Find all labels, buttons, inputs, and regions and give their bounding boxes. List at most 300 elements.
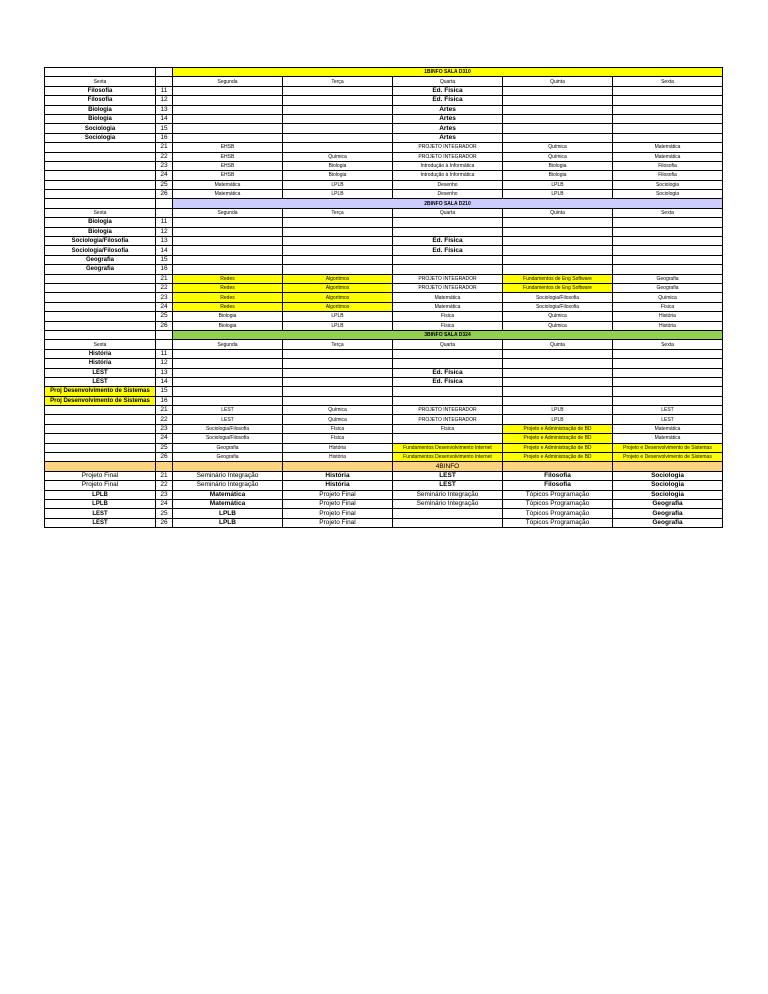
- blank-cell: [173, 227, 283, 236]
- left-header-sexta: Sexta: [45, 77, 156, 86]
- class-cell: Química: [503, 143, 613, 152]
- class-cell: Sociologia: [613, 471, 723, 480]
- period-number: 22: [156, 152, 173, 161]
- period-row: [45, 265, 723, 274]
- class-cell: Geografia: [613, 283, 723, 292]
- blank-cell: [283, 105, 393, 114]
- blank-cell: [45, 293, 156, 302]
- left-header-sexta: Sexta: [45, 340, 156, 349]
- blank-cell: [283, 96, 393, 105]
- period-number: 21: [156, 143, 173, 152]
- class-cell: Tópicos Programação: [503, 499, 613, 508]
- class-cell: Filosofia: [613, 171, 723, 180]
- blank-cell: [173, 237, 283, 246]
- blank-cell: [503, 255, 613, 264]
- left-subject: Projeto Final: [45, 481, 156, 490]
- center-subject: Ed. Física: [393, 96, 503, 105]
- blank-cell: [45, 312, 156, 321]
- period-number: 26: [156, 453, 173, 462]
- class-cell: Química: [503, 312, 613, 321]
- period-number: 16: [156, 396, 173, 405]
- blank-cell: [283, 462, 393, 471]
- blank-cell: [503, 377, 613, 386]
- class-cell: História: [283, 443, 393, 452]
- class-cell: Geografia: [613, 274, 723, 283]
- day-header: Quinta: [503, 208, 613, 217]
- period-number: 23: [156, 293, 173, 302]
- class-cell: Sociologia: [613, 190, 723, 199]
- class-cell: Geografia: [613, 509, 723, 518]
- period-row: [45, 246, 723, 255]
- section-title-row: [45, 68, 723, 77]
- period-row: [45, 377, 723, 386]
- class-cell: EHSB: [173, 152, 283, 161]
- class-cell: História: [613, 312, 723, 321]
- period-row: [45, 124, 723, 133]
- class-cell: Física: [393, 321, 503, 330]
- class-cell: Fundamentos Desenvolvimento Internet: [393, 443, 503, 452]
- blank-cell: [283, 368, 393, 377]
- period-row: [45, 481, 723, 490]
- section-title-row: [45, 199, 723, 208]
- period-number: 24: [156, 434, 173, 443]
- blank-cell: [173, 218, 283, 227]
- blank-cell: [45, 283, 156, 292]
- day-header: Quarta: [393, 77, 503, 86]
- day-header: Sexta: [613, 340, 723, 349]
- blank-cell: [45, 161, 156, 170]
- day-header: Quarta: [393, 340, 503, 349]
- blank-cell: [45, 190, 156, 199]
- period-number: 16: [156, 265, 173, 274]
- class-cell: Algoritmos: [283, 274, 393, 283]
- period-row: [45, 171, 723, 180]
- class-cell: PROJETO INTEGRADOR: [393, 283, 503, 292]
- class-cell: Tópicos Programação: [503, 490, 613, 499]
- blank-cell: [613, 96, 723, 105]
- period-number: 12: [156, 96, 173, 105]
- period-row: [45, 359, 723, 368]
- class-cell: Biologia: [503, 171, 613, 180]
- class-cell: Fundamentos Desenvolvimento Internet: [393, 453, 503, 462]
- left-subject: Sociologia/Filosofia: [45, 246, 156, 255]
- class-cell: Tópicos Programação: [503, 509, 613, 518]
- period-number: 25: [156, 443, 173, 452]
- center-subject: Ed. Física: [393, 237, 503, 246]
- class-cell: Redes: [173, 283, 283, 292]
- class-cell: Filosofia: [613, 161, 723, 170]
- class-cell: Matemática: [173, 490, 283, 499]
- class-cell: PROJETO INTEGRADOR: [393, 152, 503, 161]
- class-cell: LPLB: [173, 518, 283, 527]
- class-cell: LPLB: [503, 406, 613, 415]
- period-number: 21: [156, 406, 173, 415]
- class-cell: LPLB: [283, 180, 393, 189]
- period-row: [45, 302, 723, 311]
- class-cell: Filosofia: [503, 471, 613, 480]
- day-header: Segunda: [173, 77, 283, 86]
- class-cell: Projeto Final: [283, 518, 393, 527]
- period-row: [45, 237, 723, 246]
- period-row: [45, 424, 723, 433]
- class-cell: História: [283, 453, 393, 462]
- class-cell: Projeto e Administração de BD: [503, 434, 613, 443]
- center-subject: Ed. Física: [393, 377, 503, 386]
- class-cell: LPLB: [283, 321, 393, 330]
- period-row: [45, 283, 723, 292]
- day-header: Quinta: [503, 340, 613, 349]
- class-cell: Sociologia/Filosofia: [503, 293, 613, 302]
- blank-cell: [173, 368, 283, 377]
- blank-cell: [45, 406, 156, 415]
- blank-cell: [156, 340, 173, 349]
- period-row: [45, 312, 723, 321]
- left-subject: Sociologia: [45, 133, 156, 142]
- class-cell: Matemática: [613, 152, 723, 161]
- left-subject: Filosofia: [45, 86, 156, 95]
- period-row: [45, 161, 723, 170]
- class-cell: Sociologia/Filosofia: [503, 302, 613, 311]
- left-subject: LPLB: [45, 490, 156, 499]
- blank-cell: [503, 105, 613, 114]
- blank-cell: [283, 227, 393, 236]
- period-row: [45, 434, 723, 443]
- period-number: 13: [156, 368, 173, 377]
- period-row: [45, 274, 723, 283]
- class-cell: Matemática: [393, 293, 503, 302]
- class-cell: LEST: [613, 415, 723, 424]
- period-number: 16: [156, 133, 173, 142]
- header-row: [45, 208, 723, 217]
- left-header-sexta: Sexta: [45, 208, 156, 217]
- class-cell: LEST: [393, 471, 503, 480]
- class-cell: Química: [283, 415, 393, 424]
- class-cell: História: [283, 481, 393, 490]
- period-number: 24: [156, 499, 173, 508]
- center-subject: [393, 359, 503, 368]
- class-cell: Matemática: [173, 499, 283, 508]
- left-subject: Sociologia: [45, 124, 156, 133]
- blank-cell: [156, 68, 173, 77]
- class-cell: Redes: [173, 302, 283, 311]
- period-number: 14: [156, 246, 173, 255]
- blank-cell: [173, 377, 283, 386]
- blank-cell: [283, 218, 393, 227]
- blank-cell: [173, 387, 283, 396]
- day-header: Segunda: [173, 340, 283, 349]
- blank-cell: [503, 396, 613, 405]
- class-cell: LPLB: [503, 415, 613, 424]
- blank-cell: [173, 96, 283, 105]
- blank-cell: [45, 434, 156, 443]
- class-cell: EHSB: [173, 143, 283, 152]
- class-cell: Introdução à Informática: [393, 161, 503, 170]
- blank-cell: [503, 387, 613, 396]
- section-title-row: [45, 462, 723, 471]
- blank-cell: [173, 359, 283, 368]
- blank-cell: [283, 359, 393, 368]
- class-cell: Matemática: [173, 180, 283, 189]
- center-subject: Artes: [393, 133, 503, 142]
- blank-cell: [613, 265, 723, 274]
- blank-cell: [283, 349, 393, 358]
- class-cell: Filosofia: [503, 481, 613, 490]
- blank-cell: [503, 227, 613, 236]
- section-title: 2BINFO SALA D210: [173, 199, 723, 208]
- center-subject: [393, 349, 503, 358]
- blank-cell: [283, 387, 393, 396]
- blank-cell: [503, 218, 613, 227]
- blank-cell: [503, 237, 613, 246]
- class-cell: [393, 509, 503, 518]
- blank-cell: [283, 86, 393, 95]
- section-title: 1BINFO SALA D310: [173, 68, 723, 77]
- period-row: [45, 415, 723, 424]
- class-cell: Química: [283, 152, 393, 161]
- blank-cell: [613, 377, 723, 386]
- blank-cell: [613, 86, 723, 95]
- period-row: [45, 133, 723, 142]
- class-cell: Desenho: [393, 190, 503, 199]
- center-subject: Ed. Física: [393, 368, 503, 377]
- class-cell: EHSB: [173, 171, 283, 180]
- blank-cell: [283, 396, 393, 405]
- blank-cell: [613, 359, 723, 368]
- class-cell: Química: [503, 152, 613, 161]
- blank-cell: [503, 265, 613, 274]
- class-cell: LEST: [393, 481, 503, 490]
- left-subject: Biologia: [45, 114, 156, 123]
- blank-cell: [613, 133, 723, 142]
- class-cell: Sociologia: [613, 490, 723, 499]
- period-number: 23: [156, 424, 173, 433]
- class-cell: LEST: [613, 406, 723, 415]
- blank-cell: [45, 443, 156, 452]
- left-subject: Proj Desenvolvimento de Sistemas: [45, 396, 156, 405]
- day-header: Terça: [283, 340, 393, 349]
- class-cell: Projeto Final: [283, 499, 393, 508]
- class-cell: Algoritmos: [283, 302, 393, 311]
- class-cell: Sociologia: [613, 180, 723, 189]
- period-number: 22: [156, 283, 173, 292]
- blank-cell: [283, 124, 393, 133]
- period-number: 24: [156, 302, 173, 311]
- left-subject: História: [45, 349, 156, 358]
- period-number: 25: [156, 312, 173, 321]
- center-subject: [393, 255, 503, 264]
- class-cell: Biologia: [173, 321, 283, 330]
- day-header: Segunda: [173, 208, 283, 217]
- blank-cell: [173, 246, 283, 255]
- blank-cell: [503, 114, 613, 123]
- center-subject: [393, 396, 503, 405]
- blank-cell: [283, 265, 393, 274]
- period-number: 14: [156, 377, 173, 386]
- class-cell: EHSB: [173, 161, 283, 170]
- blank-cell: [613, 387, 723, 396]
- period-row: [45, 227, 723, 236]
- center-subject: [393, 218, 503, 227]
- left-subject: LEST: [45, 368, 156, 377]
- class-cell: História: [613, 321, 723, 330]
- blank-cell: [173, 114, 283, 123]
- blank-cell: [613, 368, 723, 377]
- period-number: 21: [156, 471, 173, 480]
- class-cell: Algoritmos: [283, 293, 393, 302]
- blank-cell: [283, 246, 393, 255]
- blank-cell: [613, 237, 723, 246]
- blank-cell: [156, 199, 173, 208]
- blank-cell: [173, 133, 283, 142]
- class-cell: Física: [283, 424, 393, 433]
- class-cell: Física: [393, 312, 503, 321]
- class-cell: Projeto e Administração de BD: [503, 424, 613, 433]
- period-row: [45, 368, 723, 377]
- period-row: [45, 180, 723, 189]
- blank-cell: [45, 321, 156, 330]
- class-cell: LEST: [173, 415, 283, 424]
- period-number: 25: [156, 509, 173, 518]
- class-cell: Projeto e Desenvolvimento de Sistemas: [613, 453, 723, 462]
- class-cell: Biologia: [283, 171, 393, 180]
- class-cell: PROJETO INTEGRADOR: [393, 406, 503, 415]
- period-number: 26: [156, 518, 173, 527]
- day-header: Sexta: [613, 77, 723, 86]
- period-row: [45, 143, 723, 152]
- blank-cell: [45, 143, 156, 152]
- left-subject: Biologia: [45, 227, 156, 236]
- blank-cell: [45, 462, 156, 471]
- class-cell: Sociologia: [613, 481, 723, 490]
- left-subject: Biologia: [45, 218, 156, 227]
- class-cell: Introdução à Informática: [393, 171, 503, 180]
- left-subject: Proj Desenvolvimento de Sistemas: [45, 387, 156, 396]
- class-cell: Redes: [173, 293, 283, 302]
- period-number: 11: [156, 86, 173, 95]
- class-cell: [393, 434, 503, 443]
- class-cell: Seminário Integração: [173, 481, 283, 490]
- class-cell: Biologia: [283, 161, 393, 170]
- period-number: 11: [156, 218, 173, 227]
- class-cell: PROJETO INTEGRADOR: [393, 274, 503, 283]
- class-cell: Matemática: [173, 190, 283, 199]
- blank-cell: [45, 424, 156, 433]
- class-cell: LPLB: [283, 312, 393, 321]
- class-cell: Sociologia/Filosofia: [173, 424, 283, 433]
- period-number: 26: [156, 190, 173, 199]
- class-cell: LPLB: [503, 180, 613, 189]
- class-cell: Matemática: [393, 302, 503, 311]
- class-cell: Química: [613, 293, 723, 302]
- period-row: [45, 490, 723, 499]
- class-cell: Geografia: [613, 518, 723, 527]
- blank-cell: [503, 96, 613, 105]
- class-cell: Projeto e Desenvolvimento de Sistemas: [613, 443, 723, 452]
- period-row: [45, 406, 723, 415]
- class-cell: Projeto e Administração de BD: [503, 453, 613, 462]
- blank-cell: [45, 415, 156, 424]
- class-cell: Matemática: [613, 143, 723, 152]
- blank-cell: [613, 124, 723, 133]
- center-subject: Artes: [393, 124, 503, 133]
- period-number: 15: [156, 387, 173, 396]
- left-subject: História: [45, 359, 156, 368]
- day-header: Quinta: [503, 77, 613, 86]
- blank-cell: [173, 396, 283, 405]
- blank-cell: [283, 114, 393, 123]
- left-subject: Filosofia: [45, 96, 156, 105]
- class-cell: LPLB: [283, 190, 393, 199]
- class-cell: Física: [613, 302, 723, 311]
- class-cell: Geografia: [173, 443, 283, 452]
- period-row: [45, 443, 723, 452]
- period-number: 24: [156, 171, 173, 180]
- blank-cell: [503, 86, 613, 95]
- period-row: [45, 255, 723, 264]
- class-cell: Biologia: [173, 312, 283, 321]
- blank-cell: [613, 462, 723, 471]
- blank-cell: [503, 246, 613, 255]
- class-cell: Seminário Integração: [393, 490, 503, 499]
- period-number: 13: [156, 105, 173, 114]
- left-subject: Biologia: [45, 105, 156, 114]
- period-number: 23: [156, 490, 173, 499]
- day-header: Quarta: [393, 208, 503, 217]
- period-number: 11: [156, 349, 173, 358]
- blank-cell: [156, 208, 173, 217]
- day-header: Sexta: [613, 208, 723, 217]
- day-header: Terça: [283, 77, 393, 86]
- class-cell: Sociologia/Filosofia: [173, 434, 283, 443]
- class-cell: PROJETO INTEGRADOR: [393, 143, 503, 152]
- left-subject: LPLB: [45, 499, 156, 508]
- class-cell: LPLB: [503, 190, 613, 199]
- blank-cell: [613, 218, 723, 227]
- blank-cell: [283, 377, 393, 386]
- class-cell: Matemática: [613, 424, 723, 433]
- blank-cell: [156, 77, 173, 86]
- period-number: 15: [156, 124, 173, 133]
- class-cell: Seminário Integração: [173, 471, 283, 480]
- left-subject: Sociologia/Filosofia: [45, 237, 156, 246]
- left-subject: LEST: [45, 377, 156, 386]
- period-row: [45, 518, 723, 527]
- left-subject: LEST: [45, 509, 156, 518]
- blank-cell: [45, 152, 156, 161]
- period-row: [45, 152, 723, 161]
- blank-cell: [45, 330, 156, 339]
- class-cell: Projeto Final: [283, 509, 393, 518]
- blank-cell: [503, 462, 613, 471]
- class-cell: Projeto Final: [283, 490, 393, 499]
- day-header: Terça: [283, 208, 393, 217]
- class-cell: [393, 518, 503, 527]
- class-cell: Fundamentos de Eng Software: [503, 274, 613, 283]
- blank-cell: [613, 246, 723, 255]
- period-row: [45, 349, 723, 358]
- period-row: [45, 387, 723, 396]
- blank-cell: [173, 265, 283, 274]
- section-title: 3BINFO SALA D324: [173, 330, 723, 339]
- class-cell: LPLB: [173, 509, 283, 518]
- class-cell: LEST: [173, 406, 283, 415]
- class-cell: Biologia: [503, 161, 613, 170]
- class-cell: Química: [503, 321, 613, 330]
- left-subject: Geografia: [45, 265, 156, 274]
- left-subject: Geografia: [45, 255, 156, 264]
- blank-cell: [45, 274, 156, 283]
- blank-cell: [173, 105, 283, 114]
